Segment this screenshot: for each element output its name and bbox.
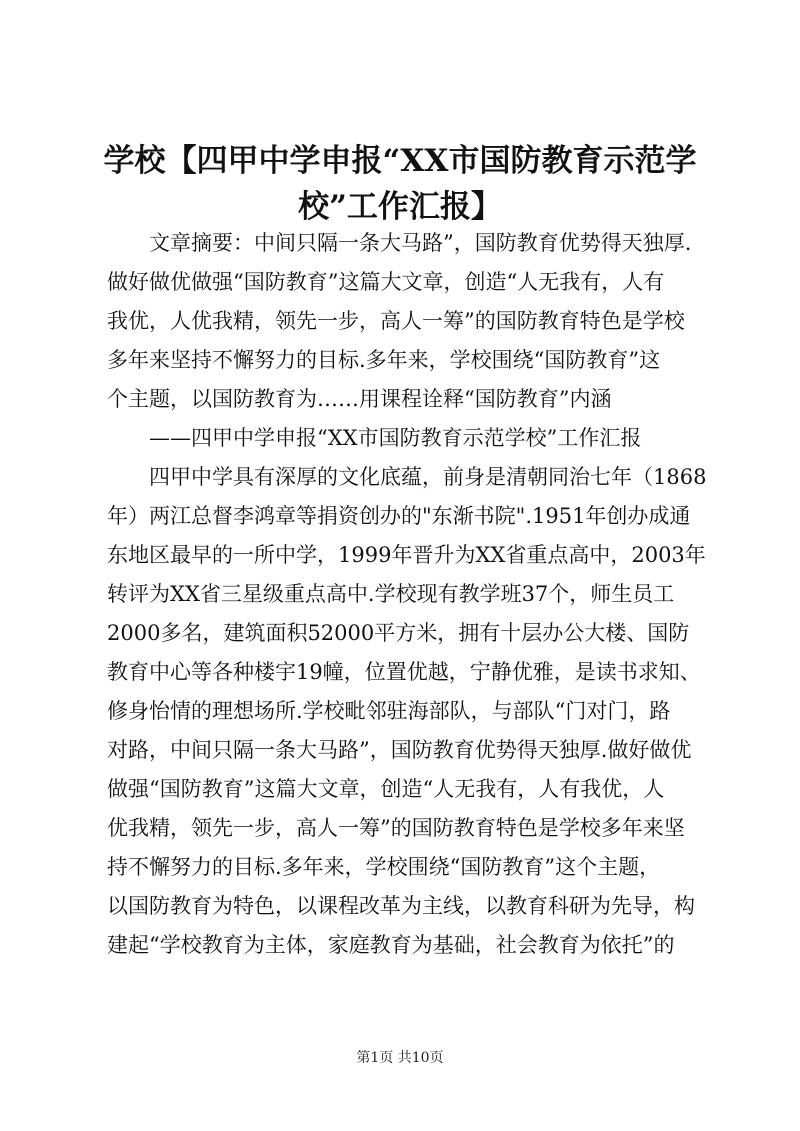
body-line: ——四甲中学申报“XX市国防教育示范学校”工作汇报 [107, 426, 642, 450]
body-line: 四甲中学具有深厚的文化底蕴，前身是清朝同治七年（1868 [107, 465, 707, 489]
document-title [100, 138, 700, 230]
body-line: 多年来坚持不懈努力的目标.多年来，学校围绕“国防教育”这 [107, 348, 661, 372]
body-line: 2000多名，建筑面积52000平方米，拥有十层办公大楼、国防 [107, 621, 690, 645]
body-line: 建起“学校教育为主体，家庭教育为基础，社会教育为依托”的 [107, 933, 675, 957]
title-line-1: 学校【四甲中学申报“XX市国防教育示范学 [103, 143, 697, 179]
body-line: 东地区最早的一所中学，1999年晋升为XX省重点高中，2003年 [107, 543, 706, 567]
title-line-2: 校”工作汇报】 [298, 189, 502, 225]
body-line: 年）两江总督李鸿章等捐资创办的"东渐书院".1951年创办成通 [107, 504, 691, 528]
body-line: 我优，人优我精，领先一步，高人一筹”的国防教育特色是学校 [107, 309, 685, 333]
document-body [107, 228, 707, 969]
body-line: 做强“国防教育”这篇大文章，创造“人无我有，人有我优，人 [107, 777, 665, 801]
body-line: 对路，中间只隔一条大马路”，国防教育优势得天独厚.做好做优 [107, 738, 692, 762]
body-line: 个主题，以国防教育为……用课程诠释“国防教育”内涵 [107, 387, 612, 411]
body-line: 修身怡情的理想场所.学校毗邻驻海部队，与部队“门对门，路 [107, 699, 671, 723]
body-line: 文章摘要：中间只隔一条大马路”，国防教育优势得天独厚. [107, 231, 692, 255]
page-number-footer: 第1页 共10页 [356, 1050, 444, 1066]
body-line: 持不懈努力的目标.多年来，学校围绕“国防教育”这个主题， [107, 855, 661, 879]
body-line: 以国防教育为特色，以课程改革为主线，以教育科研为先导，构 [107, 894, 695, 918]
body-line: 做好做优做强“国防教育”这篇大文章，创造“人无我有，人有 [107, 270, 665, 294]
body-line: 教育中心等各种楼宇19幢，位置优越，宁静优雅，是读书求知、 [107, 660, 701, 684]
body-line: 优我精，领先一步，高人一筹”的国防教育特色是学校多年来坚 [107, 816, 685, 840]
body-line: 转评为XX省三星级重点高中.学校现有教学班37个，师生员工 [107, 582, 675, 606]
